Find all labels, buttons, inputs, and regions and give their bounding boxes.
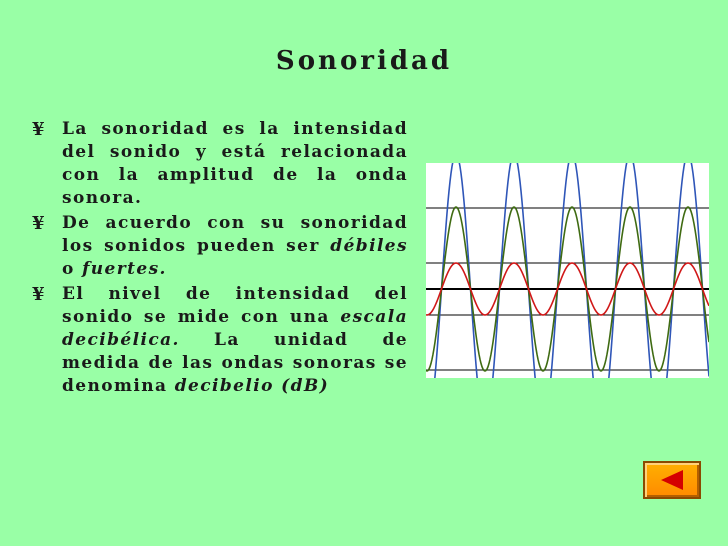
sound-waves-figure (426, 163, 709, 378)
bullet-item-sonoridad (32, 118, 408, 210)
emphasis-escala-decibelica: escala decibélica. (62, 307, 408, 350)
bullet-text: La sonoridad es la intensidad del sonido y está relacionada con la amplitud de la onda sonora. (62, 119, 408, 208)
bullet-marker: ¥ (32, 119, 46, 140)
emphasis-debiles: débiles (330, 236, 408, 256)
bullet-list (32, 118, 408, 400)
bullet-text: De acuerdo con su sonoridad los sonidos pueden ser (62, 213, 408, 256)
bullet-item-decibelio (32, 283, 408, 398)
emphasis-fuertes: fuertes. (82, 259, 167, 279)
bullet-connector: o (62, 259, 83, 279)
left-arrow-icon (661, 470, 683, 490)
bullet-text-continued: La unidad de medida de las ondas sonoras se denomina (62, 330, 408, 396)
slide-title: Sonoridad (275, 46, 453, 76)
wave-lines (426, 163, 709, 378)
bullet-item-debiles-fuertes (32, 212, 408, 281)
bullet-marker: ¥ (32, 213, 46, 234)
back-button[interactable] (643, 461, 701, 499)
bullet-marker: ¥ (32, 284, 46, 305)
sound-waves-svg (426, 163, 709, 378)
bullet-text: El nivel de intensidad del sonido se mide con una (62, 284, 408, 327)
emphasis-decibelio: decibelio (dB) (174, 376, 330, 396)
